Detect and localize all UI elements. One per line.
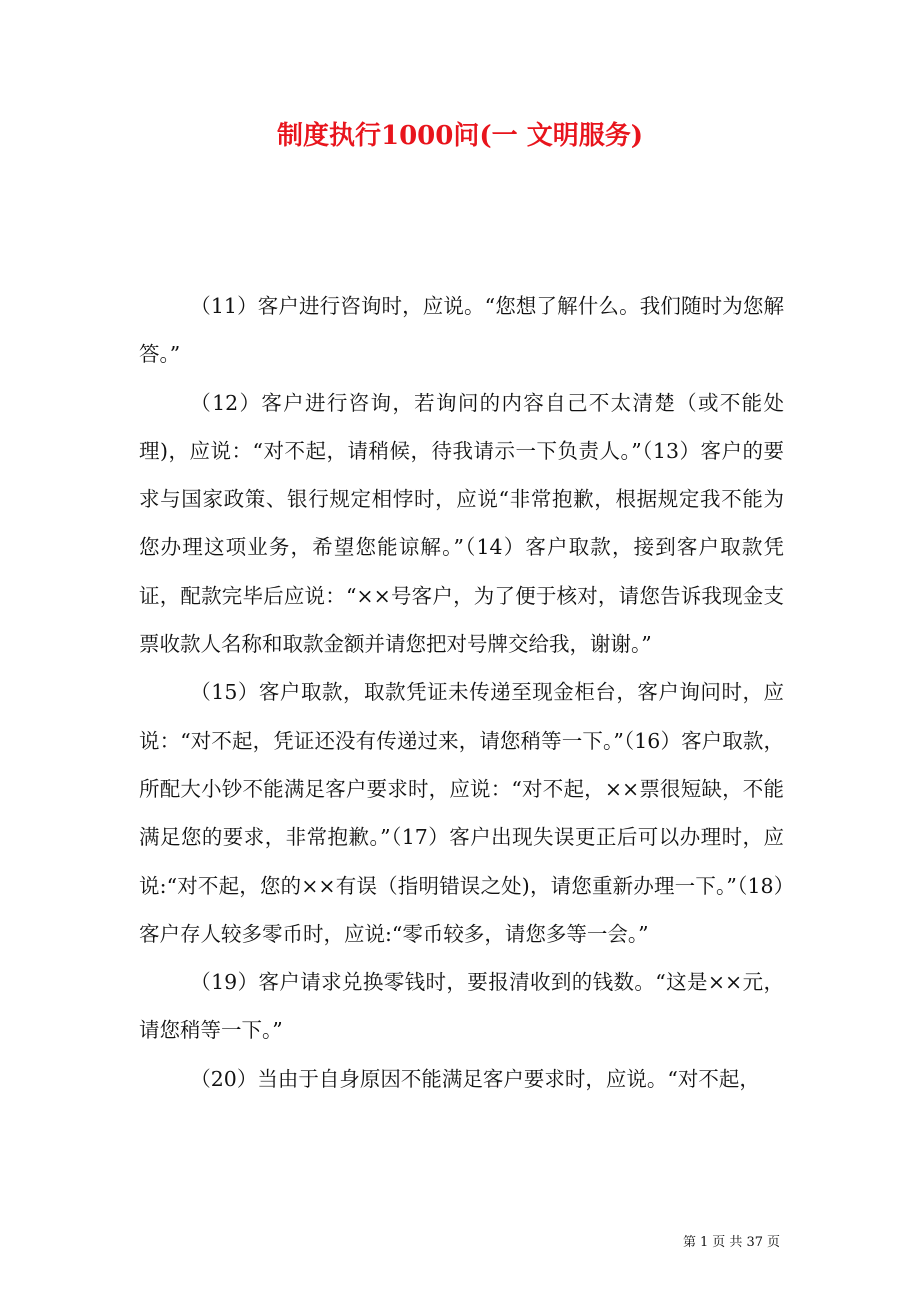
- footer-suffix: 页: [766, 1235, 780, 1250]
- page-footer: [620, 1233, 780, 1253]
- paragraph-5: （20）当由于自身原因不能满足客户要求时，应说。“对不起，: [190, 1066, 760, 1091]
- document-title: 制度执行1000问(一 文明服务): [276, 121, 644, 151]
- footer-total-pages: 37: [746, 1235, 763, 1250]
- paragraph-1: （11）客户进行咨询时，应说。“您想了解什么。我们随时为您解答。”: [139, 294, 784, 367]
- paragraph-2: （12）客户进行咨询，若询问的内容自己不太清楚（或不能处理)，应说：“对不起，请稍候，待我请示一下负责人。”（13）客户的要求与国家政策、银行规定相悖时，应说“非常抱歉，根据规定我不能为您办理这项业务，希望您能谅解。”（14）客户取款，接到客户取款凭证，配款完毕后应说：“××号客户，为了便于核对，请您告诉我现金支票收款人名称和取款金额并请您把对号牌交给我，谢谢。”: [139, 390, 784, 657]
- footer-page-number: 1: [700, 1235, 709, 1250]
- footer-prefix: 第: [683, 1235, 697, 1250]
- document-body: [139, 282, 784, 1103]
- paragraph-4: （19）客户请求兑换零钱时，要报清收到的钱数。“这是××元，请您稍等一下。”: [139, 970, 784, 1043]
- paragraph-3: （15）客户取款，取款凭证未传递至现金柜台，客户询问时，应说：“对不起，凭证还没有传递过来，请您稍等一下。”（16）客户取款，所配大小钞不能满足客户要求时，应说：“对不起，××票很短缺，不能满足您的要求，非常抱歉。”（17）客户出现失误更正后可以办理时，应说:“对不起，您的××有误（指明错误之处)，请您重新办理一下。”（18）客户存人较多零币时，应说:“零币较多，请您多等一会。”: [139, 680, 784, 946]
- footer-mid: 页 共: [712, 1235, 743, 1250]
